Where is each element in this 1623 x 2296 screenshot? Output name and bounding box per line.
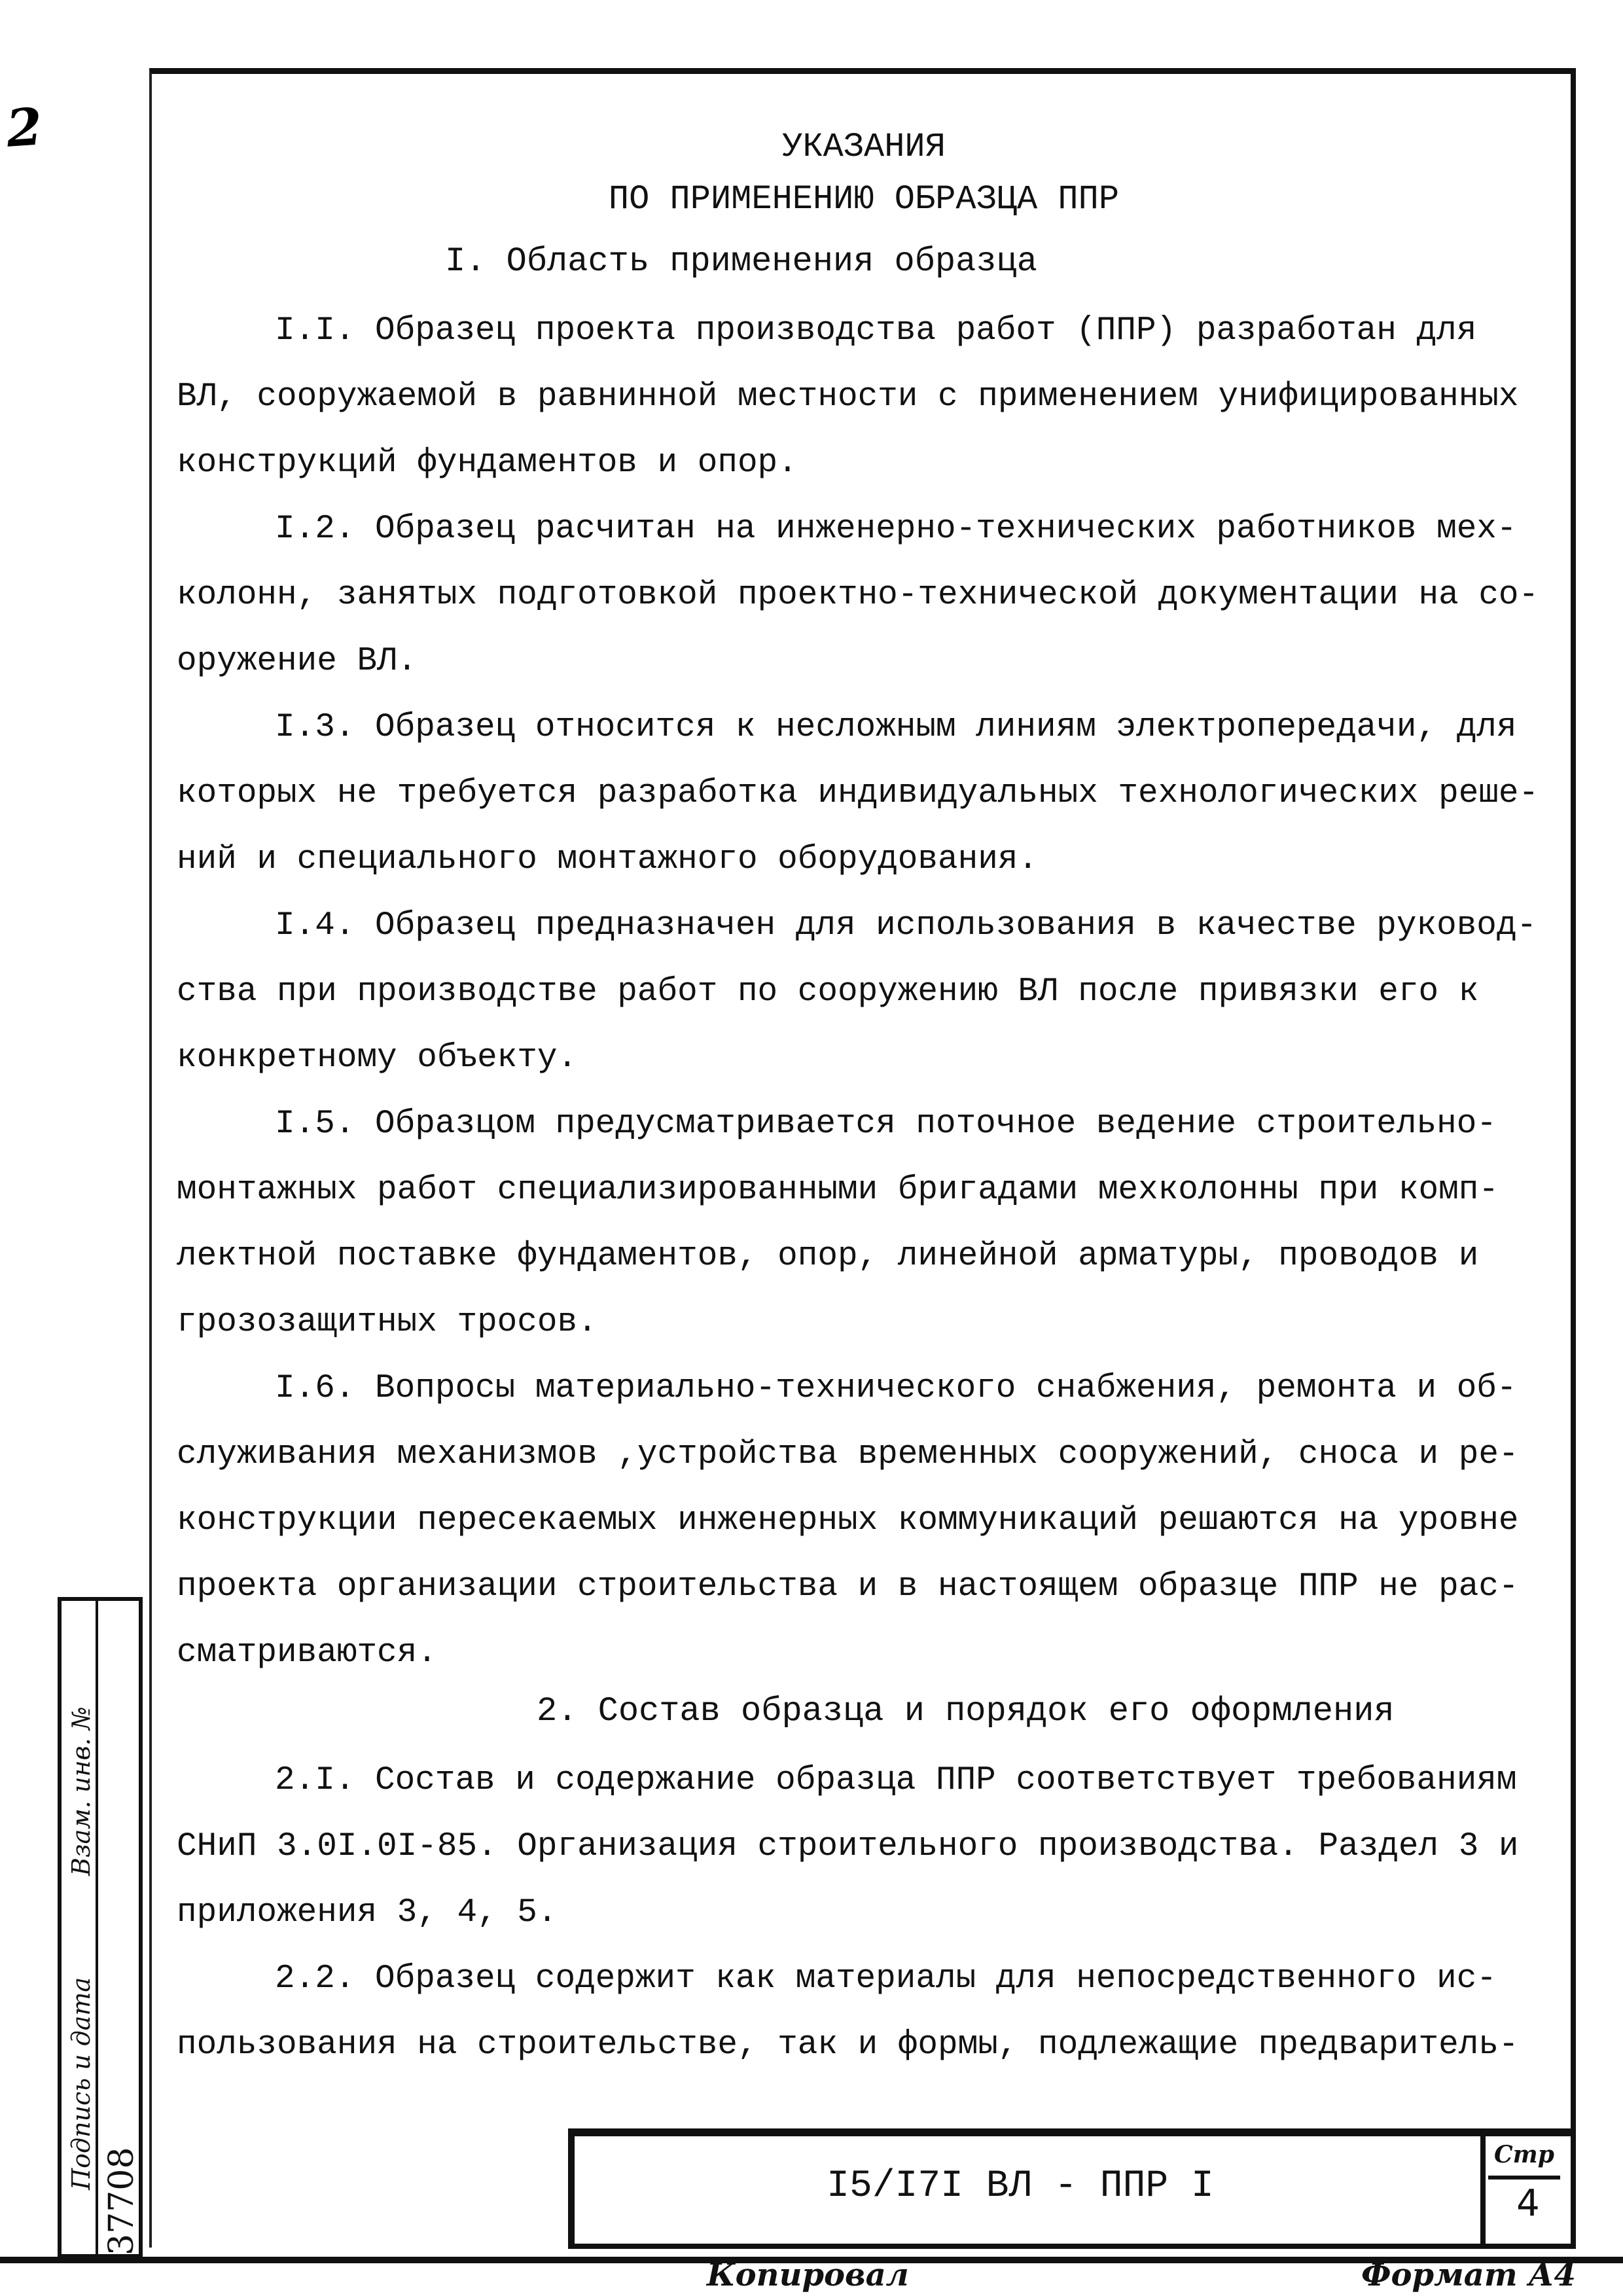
text-line: СНиП 3.0I.0I-85. Организация строительного производства. Раздел 3 и — [177, 1828, 1519, 1865]
text-line: колонн, занятых подготовкой проектно-технической документации на со- — [177, 577, 1539, 614]
heading-line-2: ПО ПРИМЕНЕНИЮ ОБРАЗЦА ППР — [608, 180, 1120, 219]
paragraph — [177, 1748, 1525, 1946]
side-stamp — [58, 1597, 143, 2258]
stamp-label-signature: Подпись и дата — [67, 1977, 96, 2190]
text-line: грозозащитных тросов. — [177, 1304, 597, 1341]
footer-copied-by: Копировал — [707, 2257, 909, 2293]
heading-line-1: УКАЗАНИЯ — [782, 128, 946, 166]
text-line: I.2. Образец расчитан на инженерно-технических работников мех- — [275, 511, 1517, 548]
text-line: лектной поставке фундаментов, опор, линейной арматуры, проводов и — [177, 1238, 1479, 1275]
text-line: которых не требуется разработка индивидуальных технологических реше- — [177, 775, 1539, 812]
text-line: I.5. Образцом предусматривается поточное ведение строительно- — [275, 1105, 1497, 1143]
sheet-column — [1480, 2136, 1571, 2244]
section-2-title: 2. Состав образца и порядок его оформления — [537, 1692, 1395, 1731]
text-line: пользования на строительстве, так и формы, подлежащие предваритель- — [177, 2026, 1519, 2064]
document-code: I5/I7I ВЛ - ППР I — [827, 2165, 1214, 2208]
text-line: оружение ВЛ. — [177, 643, 418, 680]
text-line: конкретному объекту. — [177, 1039, 578, 1077]
text-line: I.6. Вопросы материально-технического снабжения, ремонта и об- — [275, 1370, 1517, 1407]
stamp-label-replacement: Взам. инв. № — [67, 1706, 96, 1876]
paragraph — [177, 1091, 1525, 1355]
text-line: проекта организации строительства и в настоящем образце ППР не рас- — [177, 1568, 1519, 1605]
text-line: монтажных работ специализированными бригадами мехколонны при комп- — [177, 1172, 1499, 1209]
text-line: I.I. Образец проекта производства работ (ППР) разработан для — [275, 312, 1477, 350]
text-line: конструкций фундаментов и опор. — [177, 444, 798, 482]
text-line: I.3. Образец относится к несложным линиям электропередачи, для — [275, 709, 1517, 746]
paragraph — [177, 893, 1537, 1091]
sheet-label: Стр — [1488, 2136, 1560, 2179]
paragraph — [177, 1946, 1525, 2078]
paragraph — [177, 496, 1539, 694]
text-line: I.4. Образец предназначен для использования в качестве руковод- — [275, 907, 1537, 944]
text-line: служивания механизмов ,устройства временных сооружений, сноса и ре- — [177, 1436, 1519, 1473]
text-line: 2.I. Состав и содержание образца ППР соответствует требованиям — [275, 1762, 1517, 1799]
paragraph — [177, 1355, 1525, 1686]
text-line: приложения 3, 4, 5. — [177, 1894, 558, 1931]
text-line: сматриваются. — [177, 1634, 437, 1672]
sheet-number: 4 — [1516, 2182, 1540, 2225]
text-line: 2.2. Образец содержит как материалы для непосредственного ис- — [275, 1960, 1497, 1998]
title-block — [568, 2128, 1576, 2249]
text-line: ВЛ, сооружаемой в равнинной местности с применением унифицированных — [177, 378, 1519, 416]
paragraph — [177, 298, 1525, 496]
text-line: ний и специального монтажного оборудования. — [177, 841, 1039, 878]
footer-format: Формат А4 — [1361, 2257, 1576, 2293]
inventory-number: 37708 — [102, 2147, 141, 2255]
text-line: конструкции пересекаемых инженерных коммуникаций решаются на уровне — [177, 1502, 1519, 1539]
paragraph — [177, 694, 1539, 893]
section-1-title: I. Область применения образца — [445, 242, 1037, 281]
text-line: ства при производстве работ по сооружению ВЛ после привязки его к — [177, 973, 1479, 1011]
corner-handwritten-mark: 2 — [4, 97, 45, 159]
